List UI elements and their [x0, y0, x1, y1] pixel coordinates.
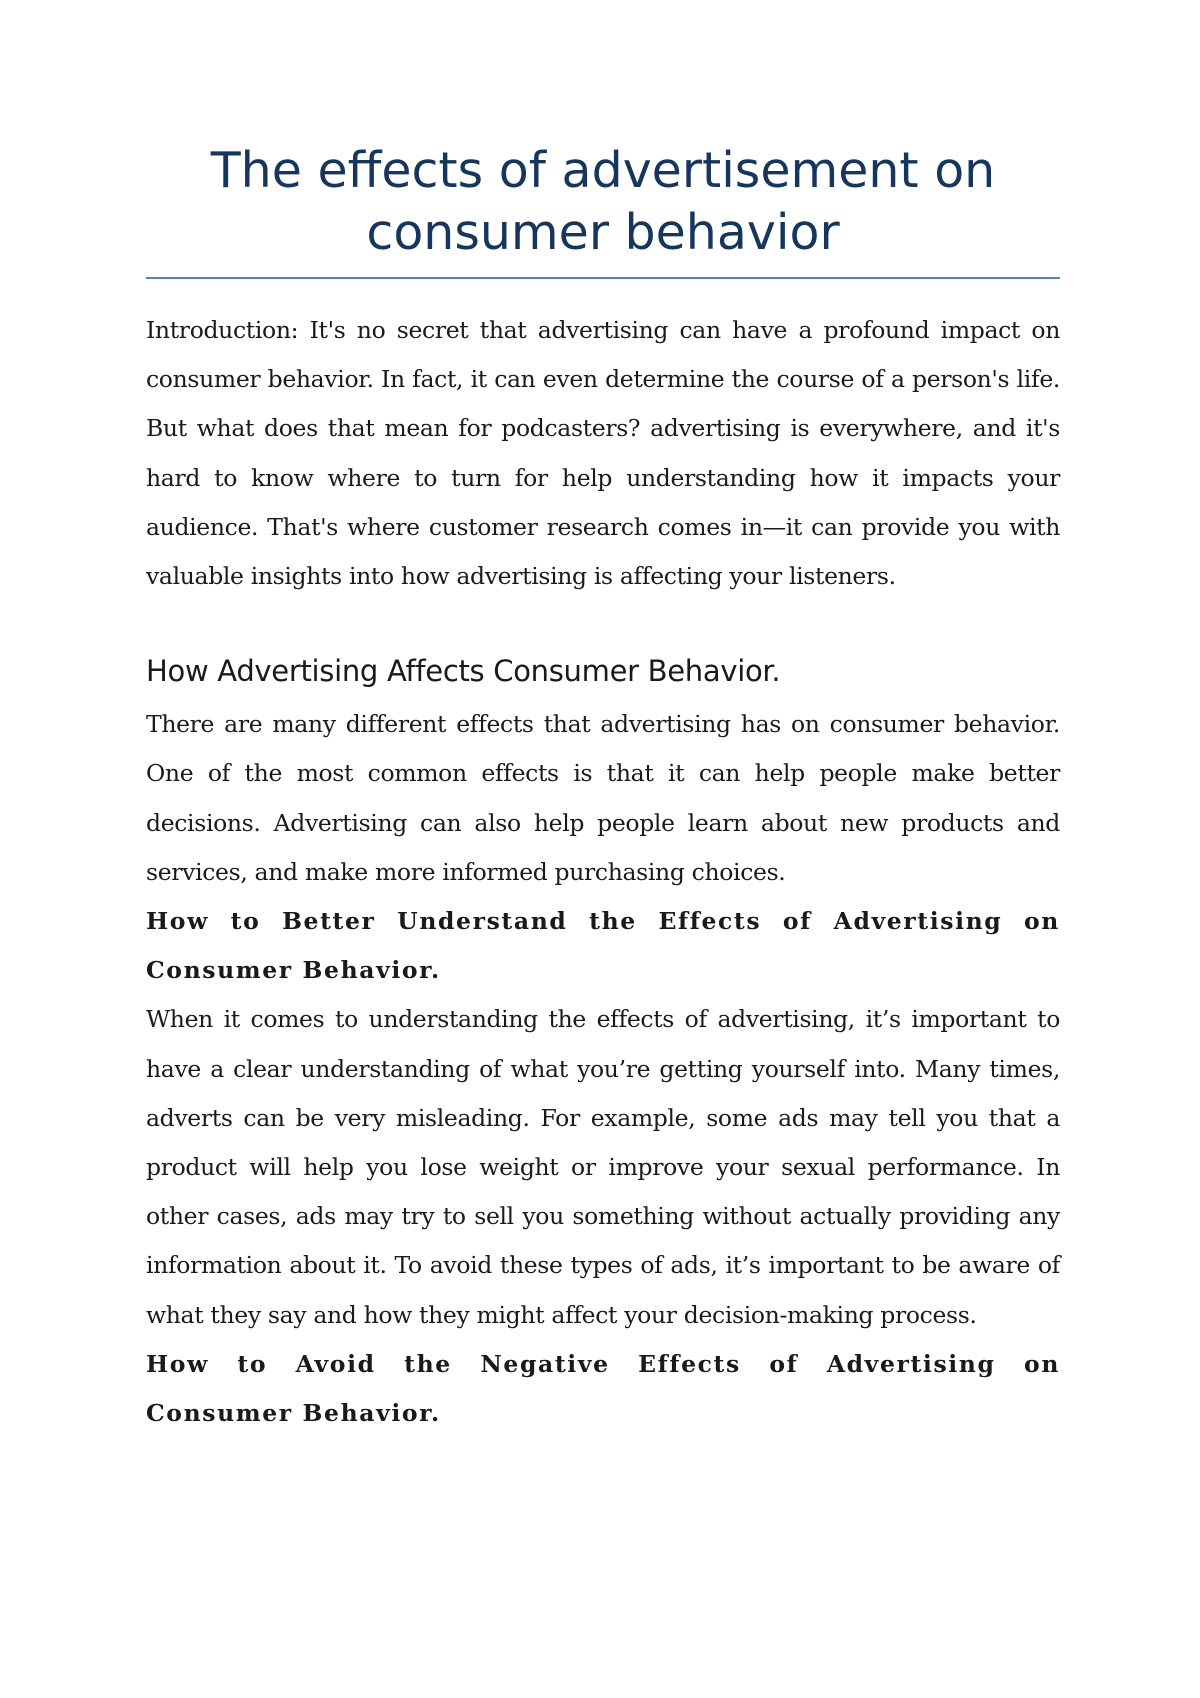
- section-body-advertising-affects: There are many different effects that advertising has on consumer behavior. One of the most common effects is that it can help people make better decisions. Advertising can also help people learn about new products and services, and make more informed purchasing choices.: [146, 710, 1060, 886]
- section-heading-avoid-negative: How to Avoid the Negative Effects of Advertising on Consumer Behavior.: [146, 1349, 1060, 1428]
- section-body-better-understand: When it comes to understanding the effects of advertising, it’s important to have a clear understanding of what you’re getting yourself into. Many times, adverts can be very misleading. For example, some ads may tell you that a product will help you lose weight or improve your sexual performance. In other cases, ads may try to sell you something without actually providing any information about it. To avoid these types of ads, it’s important to be aware of what they say and how they might affect your decision-making process.: [146, 1005, 1060, 1329]
- introduction-paragraph: Introduction: It's no secret that advertising can have a profound impact on consumer behavior. In fact, it can even determine the course of a person's life. But what does that mean for podcasters? advertising is everywhere, and it's hard to know where to turn for help understanding how it impacts your audience. That's where customer research comes in—it can provide you with valuable insights into how advertising is affecting your listeners.: [146, 316, 1060, 591]
- section-heading-advertising-affects: How Advertising Affects Consumer Behavior.: [146, 654, 781, 689]
- document-title: The effects of advertisement on consumer behavior: [210, 142, 996, 261]
- document-content: [146, 140, 1060, 1438]
- title-divider: [146, 277, 1060, 279]
- section-heading-better-understand: How to Better Understand the Effects of Advertising on Consumer Behavior.: [146, 907, 1060, 985]
